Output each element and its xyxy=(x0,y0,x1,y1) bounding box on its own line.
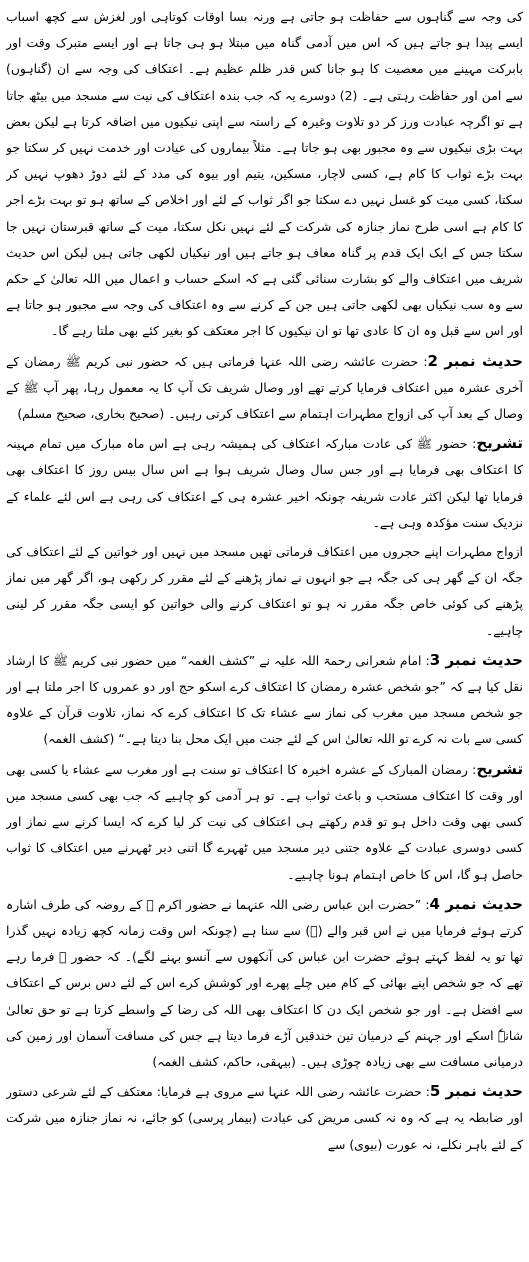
paragraph-hadith-5: حدیث نمبر 5: حضرت عائشہ رضی اللہ عنہا سے مروی ہے فرمایا: معتکف کے لئے شرعی دستور اور ضابطہ یہ ہے کہ وہ نہ کسی مریض کی عیادت (بیمار پرسی) کو جائے، نہ نماز جنازہ میں شرکت کے لئے باہر نکلے، نہ عورت (بیوی) سے xyxy=(6,1082,523,1152)
hadith-3-text: امام شعرانی رحمۃ اللہ علیہ نے ”کشف الغمہ“ میں حضور نبی کریم ﷺ کا ارشاد نقل کیا ہے کہ ”جو شخص عشرہ رمضان کا اعتکاف کرے اسکو حج اور دو عمروں کا اجر ملتا ہے اور جو شخص مسجد میں مغرب کی نماز سے عشاء تک کا اعتکاف کرے کہ نماز، تلاوت قرآن کے علاوہ کسی سے بات نہ کرے تو اللہ تعالیٰ اس کے لئے جنت میں ایک محل بنا دیتا ہے۔“ (کشف الغمہ) xyxy=(6,652,523,747)
hadith-2-label: حدیث نمبر 2 xyxy=(427,351,523,370)
tashreeh-1-label: تشریح xyxy=(476,434,523,453)
paragraph-hadith-3: حدیث نمبر 3: امام شعرانی رحمۃ اللہ علیہ نے ”کشف الغمہ“ میں حضور نبی کریم ﷺ کا ارشاد نقل کیا ہے کہ ”جو شخص عشرہ رمضان کا اعتکاف کرے اسکو حج اور دو عمروں کا اجر ملتا ہے اور جو شخص مسجد میں مغرب کی نماز سے عشاء تک کا اعتکاف کرے کہ نماز، تلاوت قرآن کے علاوہ کسی سے بات نہ کرے تو اللہ تعالیٰ اس کے لئے جنت میں ایک محل بنا دیتا ہے۔“ (کشف الغمہ) xyxy=(6,650,523,747)
paragraph-hadith-2: حدیث نمبر 2: حضرت عائشہ رضی اللہ عنہا فرماتی ہیں کہ حضور نبی کریم ﷺ رمضان کے آخری عشرہ میں اعتکاف فرمایا کرتے تھے اور وصال شریف تک آپ کا یہ معمول رہا، پھر آپ ﷺ کے وصال کے بعد آپ کی ازواج مطہرات اہتمام سے اعتکاف کرتی رہیں۔ (صحیح بخاری، صحیح مسلم) xyxy=(6,351,523,422)
paragraph-intro xyxy=(6,4,523,345)
paragraph-azwaj xyxy=(6,539,523,644)
hadith-4-label: حدیث نمبر 4 xyxy=(429,894,523,913)
tashreeh-1-text: حضور ﷺ کی عادت مبارکہ اعتکاف کی ہمیشہ رہی ہے اس ماہ مبارک میں تمام مہینہ کا اعتکاف بھی فرمایا ہے اور جس سال وصال شریف ہوا ہے اس سال بیس روز کا اعتکاف بھی فرمایا تھا لیکن اکثر عادت شریفہ چونکہ اخیر عشرہ ہی کے اعتکاف کی رہی ہے اس لئے علماء کے نزدیک سنت مؤکدہ وہی ہے۔ xyxy=(6,436,523,530)
paragraph-hadith-4: حدیث نمبر 4: ”حضرت ابن عباس رضی اللہ عنہما نے حضور اکرم ﷺ کے روضہ کی طرف اشارہ کرتے ہوئے فرمایا میں نے اس قبر والے (ﷺ) سے سنا ہے (چونکہ اس وقت زمانہ کچھ زیادہ نہیں گذرا تھا تو یہ لفظ کہتے ہوئے حضرت ابن عباس کی آنکھوں سے آنسو بہنے لگے)۔ کہ حضور ﷺ فرما رہے تھے کہ جو شخص اپنے بھائی کے کام میں چلے پھرے اور کوشش کرے اس کے لئے دس برس کے اعتکاف سے افضل ہے۔ اور جو شخص ایک دن کا اعتکاف بھی اللہ کی رضا کے واسطے کرتا ہے تو حق تعالیٰ شانہٗ اسکے اور جہنم کے درمیان تین خندقیں آڑے فرما دیتا ہے جس کی مسافت آسمان اور زمین کی درمیانی مسافت سے بھی زیادہ چوڑی ہیں۔ (بیہقی، حاکم، کشف الغمہ) xyxy=(6,894,523,1069)
hadith-4-text: ”حضرت ابن عباس رضی اللہ عنہما نے حضور اکرم ﷺ کے روضہ کی طرف اشارہ کرتے ہوئے فرمایا میں نے اس قبر والے (ﷺ) سے سنا ہے (چونکہ اس وقت زمانہ کچھ زیادہ نہیں گذرا تھا تو یہ لفظ کہتے ہوئے حضرت ابن عباس کی آنکھوں سے آنسو بہنے لگے)۔ کہ حضور ﷺ فرما رہے تھے کہ جو شخص اپنے بھائی کے کام میں چلے پھرے اور کوشش کرے اس کے لئے دس برس کے اعتکاف سے افضل ہے۔ اور جو شخص ایک دن کا اعتکاف بھی اللہ کی رضا کے واسطے کرتا ہے تو حق تعالیٰ شانہٗ اسکے اور جہنم کے درمیان تین خندقیں آڑے فرما دیتا ہے جس کی مسافت آسمان اور زمین کی درمیانی مسافت سے بھی زیادہ چوڑی ہیں۔ (بیہقی، حاکم، کشف الغمہ) xyxy=(6,896,523,1069)
paragraph-tashreeh-2: تشریح: رمضان المبارک کے عشرہ اخیرہ کا اعتکاف تو سنت ہے اور مغرب سے عشاء یا کسی بھی اور وقت کا اعتکاف مستحب و باعث ثواب ہے۔ تو ہر آدمی کو چاہیے کہ جب بھی کسی مسجد میں کسی بھی وقت داخل ہو تو قدم رکھتے ہی اعتکاف کی نیت کر لیا کرے کہ ایسا کرنے سے نماز اور کسی دوسری عبادت کے علاوہ جتنی دیر مسجد میں ٹھہرے گا اتنی دیر ٹھہرنے میں اعتکاف کا ثواب حاصل ہو گا، اس کا خاص اہتمام ہونا چاہیے۔ xyxy=(6,759,523,882)
paragraph-intro-text: کی وجہ سے گناہوں سے حفاظت ہو جاتی ہے ورنہ بسا اوقات کوتاہی اور لغزش سے کچھ اسباب ایسے پیدا ہو جاتے ہیں کہ اس میں آدمی گناہ میں مبتلا ہو ہی جاتا ہے اور ایسے متبرک وقت اور بابرکت مہینے میں معصیت کا ہو جانا کس قدر ظلم عظیم ہے۔ اعتکاف کی وجہ سے ان (گناہوں) سے امن اور حفاظت رہتی ہے۔ (2) دوسرے یہ کہ جب بندہ اعتکاف کی نیت سے مسجد میں بیٹھ جاتا ہے تو اگرچہ عبادت ورز کر دو تلاوت وغیرہ کے راستہ سے اپنی نیکیوں میں اضافہ کرتا ہے لیکن بعض بہت بڑی نیکیوں سے وہ مجبور بھی ہو جاتا ہے۔ مثلاً بیماروں کی عیادت اور خدمت نہیں کر سکتا جو بہت بڑے ثواب کا کام ہے، کسی لاچار، مسکین، یتیم اور بیوہ کی مدد کے لئے دوڑ دھوپ نہیں کر سکتا، کسی میت کو غسل نہیں دے سکتا جو اگر ثواب کے لئے اور اخلاص کے ساتھ ہو تو بہت بڑے اجر کا کام ہے اسی طرح نماز جنازہ کی شرکت کے لئے نہیں نکل سکتا، میت کے ساتھ قبرستان نہیں جا سکتا جس کے ایک ایک قدم پر گناہ معاف ہو جاتے ہیں اور نیکیاں لکھی جاتی ہیں لیکن اس حدیث شریف میں اعتکاف والے کو بشارت سنائی گئی ہے کہ اسکے حساب و اعمال میں اللہ تعالیٰ کے حکم سے وہ سب نیکیاں بھی لکھی جاتی ہیں جن کے کرنے سے وہ اعتکاف کی وجہ سے مجبور ہو جاتا ہے اور اس سے قبل وہ ان کا عادی تھا تو ان نیکیوں کا اجر معتکف کو بغیر کئے بھی ملتا رہے گا۔ xyxy=(6,9,523,339)
tashreeh-2-text: رمضان المبارک کے عشرہ اخیرہ کا اعتکاف تو سنت ہے اور مغرب سے عشاء یا کسی بھی اور وقت کا اعتکاف مستحب و باعث ثواب ہے۔ تو ہر آدمی کو چاہیے کہ جب بھی کسی مسجد میں کسی بھی وقت داخل ہو تو قدم رکھتے ہی اعتکاف کی نیت کر لیا کرے کہ ایسا کرنے سے نماز اور کسی دوسری عبادت کے علاوہ جتنی دیر مسجد میں ٹھہرے گا اتنی دیر ٹھہرنے میں اعتکاف کا ثواب حاصل ہو گا، اس کا خاص اہتمام ہونا چاہیے۔ xyxy=(6,761,523,882)
hadith-5-text: حضرت عائشہ رضی اللہ عنہا سے مروی ہے فرمایا: معتکف کے لئے شرعی دستور اور ضابطہ یہ ہے کہ وہ نہ کسی مریض کی عیادت (بیمار پرسی) کو جائے، نہ نماز جنازہ میں شرکت کے لئے باہر نکلے، نہ عورت (بیوی) سے xyxy=(6,1084,523,1152)
paragraph-tashreeh-1: تشریح: حضور ﷺ کی عادت مبارکہ اعتکاف کی ہمیشہ رہی ہے اس ماہ مبارک میں تمام مہینہ کا اعتکاف بھی فرمایا ہے اور جس سال وصال شریف ہوا ہے اس سال بیس روز کا اعتکاف بھی فرمایا تھا لیکن اکثر عادت شریفہ چونکہ اخیر عشرہ ہی کے اعتکاف کی رہی ہے اس لئے علماء کے نزدیک سنت مؤکدہ وہی ہے۔ xyxy=(6,434,523,530)
hadith-2-text: حضرت عائشہ رضی اللہ عنہا فرماتی ہیں کہ حضور نبی کریم ﷺ رمضان کے آخری عشرہ میں اعتکاف فرمایا کرتے تھے اور وصال شریف تک آپ کا یہ معمول رہا، پھر آپ ﷺ کے وصال کے بعد آپ کی ازواج مطہرات اہتمام سے اعتکاف کرتی رہیں۔ (صحیح بخاری، صحیح مسلم) xyxy=(6,353,523,422)
urdu-document-page xyxy=(6,4,523,1254)
hadith-3-label: حدیث نمبر 3 xyxy=(429,650,523,669)
tashreeh-2-label: تشریح xyxy=(476,759,523,778)
hadith-5-label: حدیث نمبر 5 xyxy=(429,1082,523,1101)
paragraph-azwaj-text: ازواج مطہرات اپنے حجروں میں اعتکاف فرماتی تھیں مسجد میں نہیں اور خواتین کے لئے اعتکاف کی جگہ ان کے گھر ہی کی جگہ ہے جو انہوں نے نماز پڑھنے کے لئے مقرر کر رکھی ہو، اگر گھر میں نماز پڑھنے کی کوئی خاص جگہ مقرر نہ ہو تو اعتکاف کرنے والی خواتین کو ایسی جگہ مقرر کر لینی چاہیے۔ xyxy=(6,544,523,638)
